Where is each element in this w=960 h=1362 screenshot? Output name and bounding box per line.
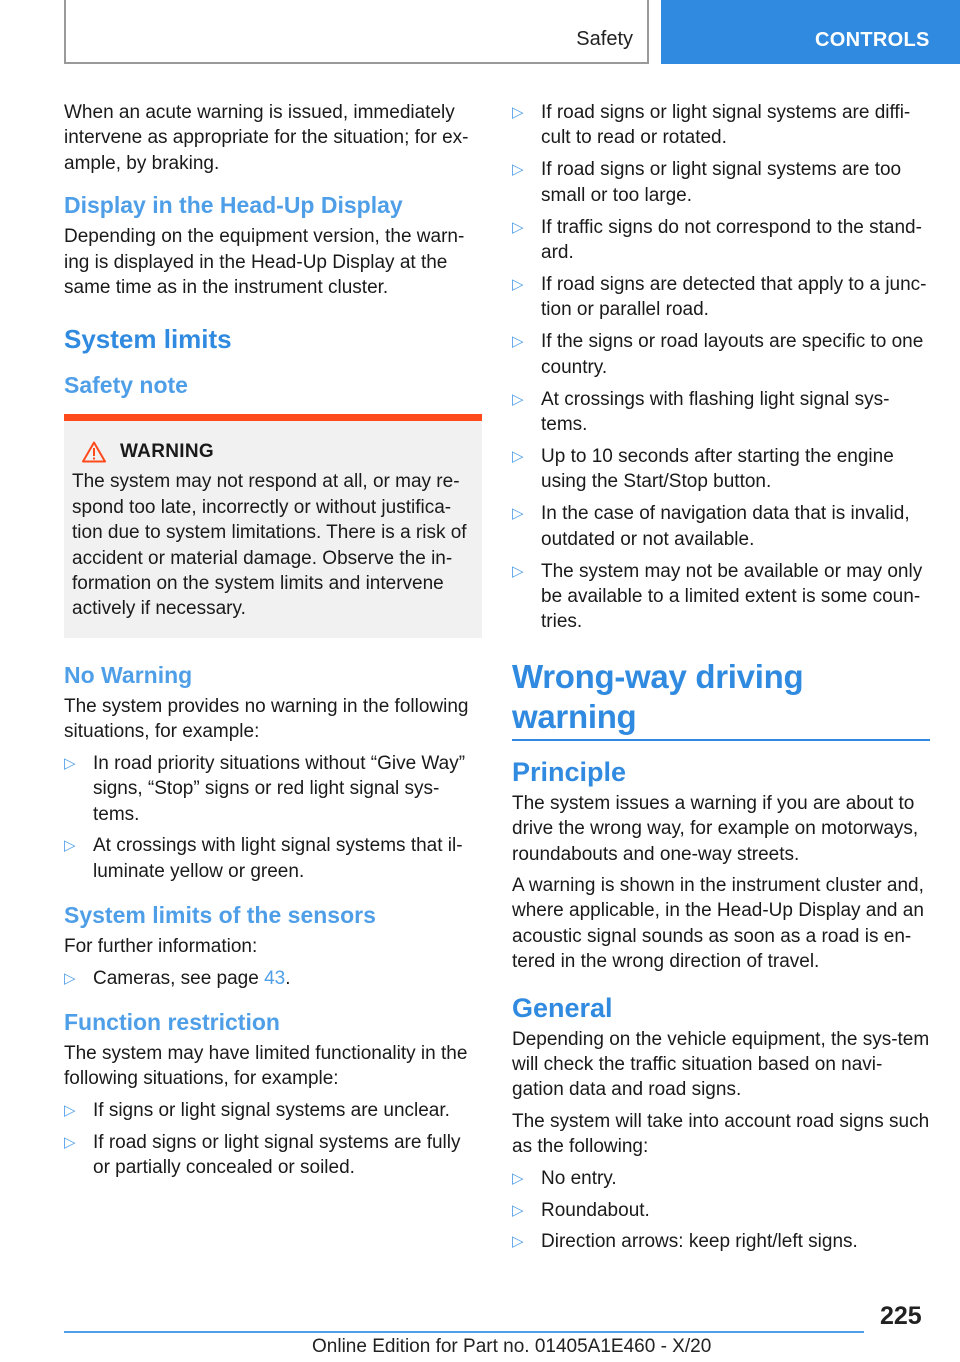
- list-item: ▷ The system may not be available or may only be available to a limited extent is some coun-tries.: [512, 560, 923, 633]
- footer-divider: [64, 1331, 864, 1333]
- list-item: ▷ If road signs or light signal systems are diffi-cult to read or rotated.: [512, 102, 911, 149]
- list-item: ▷ In the case of navigation data that is invalid, outdated or not available.: [512, 503, 910, 550]
- triangle-bullet-icon: ▷: [64, 1133, 76, 1151]
- general-paragraph-2: The system will take into account road signs such as the following:: [512, 1110, 930, 1158]
- triangle-bullet-icon: ▷: [512, 333, 524, 351]
- list-item: ▷ Cameras, see page 43.: [64, 966, 482, 991]
- list-item: ▷ At crossings with flashing light signal sys-tems.: [512, 388, 890, 435]
- warning-box: [64, 414, 482, 637]
- triangle-bullet-icon: ▷: [64, 1101, 76, 1119]
- triangle-bullet-icon: ▷: [512, 562, 524, 580]
- principle-paragraph-2: A warning is shown in the instrument cluster and, where applicable, in the Head-Up Display and an acoustic signal sounds as soon as a road is en-tered in the wrong direction of travel.: [512, 874, 924, 973]
- triangle-bullet-icon: ▷: [512, 104, 524, 121]
- page-link[interactable]: 43: [264, 967, 286, 989]
- principle-paragraph-1: The system issues a warning if you are about to drive the wrong way, for example on motorways, roundabouts and one-way streets.: [512, 792, 919, 865]
- function-list-continued: [512, 100, 930, 635]
- list-item: ▷ In road priority situations without “Give Way” signs, “Stop” signs or red light signal sys-tems.: [64, 752, 466, 825]
- header-section-title: Safety: [576, 28, 633, 50]
- warning-text: The system may not respond at all, or may re-spond too late, incorrectly or without justifica-tion due to system limitations. There is a risk of accident or material damage. Observe the in-formation on the system limits and intervene actively if necessary.: [72, 471, 467, 620]
- list-item: ▷ Roundabout.: [512, 1198, 930, 1223]
- list-item: ▷ If road signs or light signal systems are too small or too large.: [512, 159, 902, 206]
- header-section-box: [64, 0, 649, 64]
- hud-paragraph: Depending on the equipment version, the warn-ing is displayed in the Head-Up Display at the same time as in the instrument cluster.: [64, 226, 465, 299]
- left-column: [64, 100, 482, 1187]
- function-paragraph: The system may have limited functionality in the following situations, for example:: [64, 1043, 468, 1090]
- triangle-bullet-icon: ▷: [512, 161, 524, 179]
- warning-header: [82, 441, 474, 463]
- list-item: ▷ No entry.: [512, 1166, 930, 1191]
- list-item: ▷ If the signs or road layouts are specific to one country.: [512, 331, 924, 378]
- no-warning-heading: No Warning: [64, 661, 193, 688]
- warning-triangle-icon: [82, 441, 106, 463]
- no-warning-list: [64, 751, 482, 885]
- right-column: [512, 100, 930, 1261]
- triangle-bullet-icon: ▷: [512, 1201, 524, 1219]
- triangle-bullet-icon: ▷: [512, 447, 524, 465]
- triangle-bullet-icon: ▷: [512, 1169, 524, 1187]
- intro-paragraph: When an acute warning is issued, immediately intervene as appropriate for the situation; for ex-ample, by braking.: [64, 102, 469, 174]
- list-item: ▷ If road signs are detected that apply to a junc-tion or parallel road.: [512, 273, 927, 321]
- general-paragraph-1: Depending on the vehicle equipment, the sys-tem will check the traffic situation based on navi-gation data and road signs.: [512, 1028, 930, 1101]
- triangle-bullet-icon: ▷: [64, 969, 76, 987]
- system-limits-heading: System limits: [64, 324, 232, 355]
- header-chapter-tab: CONTROLS: [661, 0, 960, 64]
- list-item: ▷ If traffic signs do not correspond to the stand-ard.: [512, 216, 922, 264]
- footer-edition: Online Edition for Part no. 01405A1E460 - X/20: [312, 1336, 712, 1357]
- general-heading: General: [512, 992, 613, 1023]
- triangle-bullet-icon: ▷: [64, 837, 76, 855]
- warning-label: WARNING: [120, 441, 214, 463]
- safety-note-heading: Safety note: [64, 372, 188, 399]
- no-warning-paragraph: The system provides no warning in the following situations, for example:: [64, 695, 469, 743]
- function-list: [64, 1098, 482, 1181]
- sensors-heading: System limits of the sensors: [64, 902, 376, 929]
- function-restriction-heading: Function restriction: [64, 1009, 280, 1036]
- triangle-bullet-icon: ▷: [512, 390, 524, 408]
- list-item: ▷ If signs or light signal systems are unclear.: [64, 1098, 482, 1123]
- sensors-paragraph: For further information:: [64, 936, 258, 958]
- road-signs-list: [512, 1166, 930, 1255]
- triangle-bullet-icon: ▷: [512, 505, 524, 523]
- list-item: ▷ At crossings with light signal systems that il-luminate yellow or green.: [64, 835, 463, 882]
- wrong-way-heading: Wrong-way driving warning: [512, 657, 930, 741]
- principle-heading: Principle: [512, 756, 627, 787]
- list-item: ▷ If road signs or light signal systems are fully or partially concealed or soiled.: [64, 1131, 461, 1179]
- page-number: 225: [880, 1302, 922, 1330]
- list-item: ▷ Up to 10 seconds after starting the engine using the Start/Stop button.: [512, 445, 894, 493]
- list-item: ▷ Direction arrows: keep right/left signs.: [512, 1229, 930, 1254]
- sensors-list: [64, 966, 482, 991]
- hud-heading: Display in the Head-Up Display: [64, 192, 403, 219]
- triangle-bullet-icon: ▷: [512, 218, 524, 236]
- triangle-bullet-icon: ▷: [512, 275, 524, 293]
- triangle-bullet-icon: ▷: [512, 1233, 524, 1251]
- triangle-bullet-icon: ▷: [64, 754, 76, 772]
